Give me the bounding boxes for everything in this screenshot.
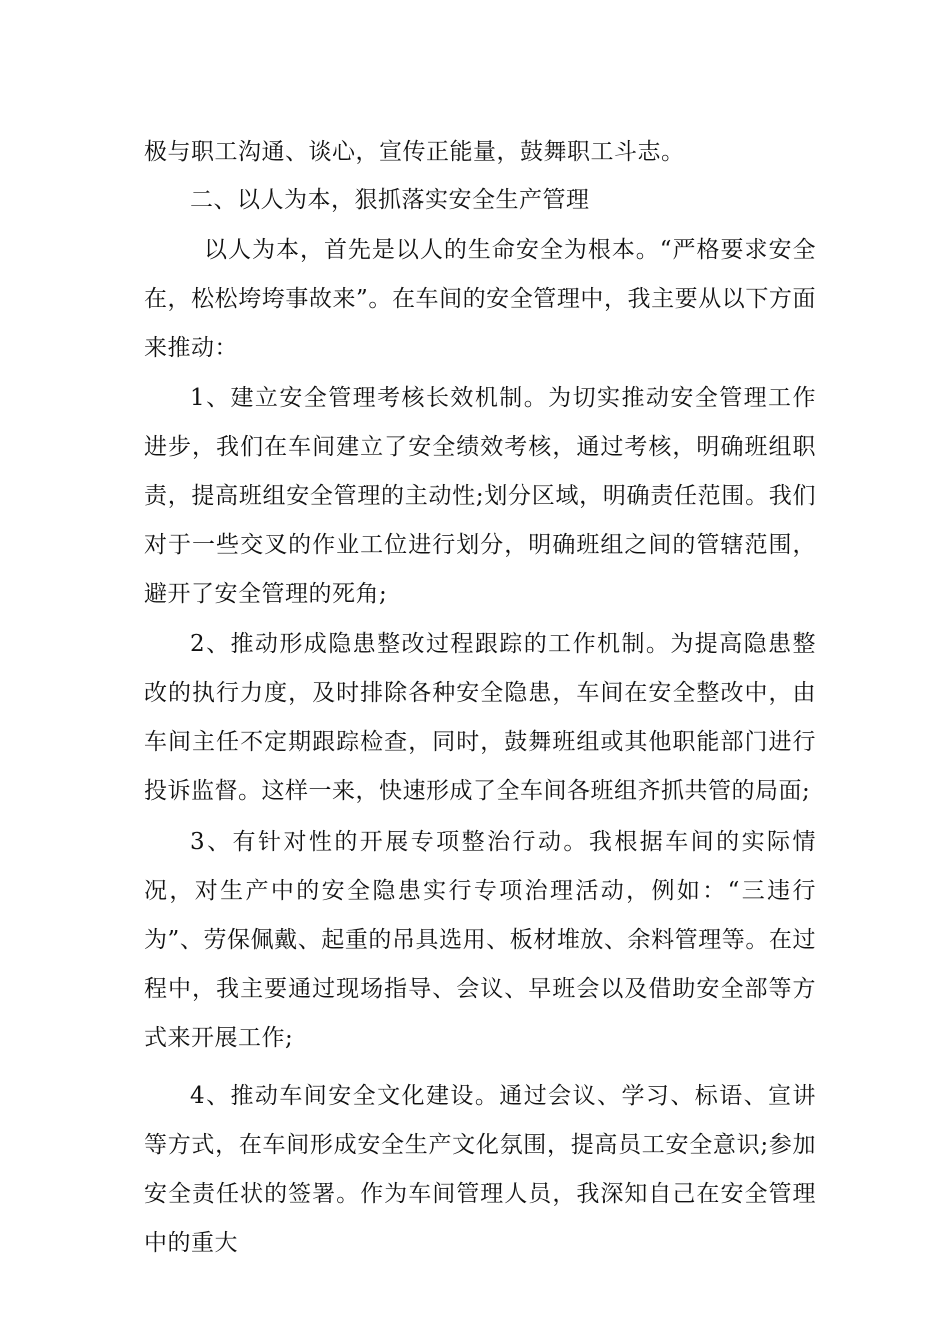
paragraph-item-3: 3、有针对性的开展专项整治行动。我根据车间的实际情况，对生产中的安全隐患实行专项治理活动，例如：“三违行为”、劳保佩戴、起重的吊具选用、板材堆放、余料管理等。在过程中，我主要通过现场指导、会议、早班会以及借助安全部等方式来开展工作; [144,829,816,1051]
paragraph-intro: 以人为本，首先是以人的生命安全为根本。“严格要求安全在，松松垮垮事故来”。在车间的安全管理中，我主要从以下方面来推动： [144,237,816,361]
section-heading: 二、以人为本，狠抓落实安全生产管理 [190,187,590,213]
paragraph-item-1: 1、建立安全管理考核长效机制。为切实推动安全管理工作进步，我们在车间建立了安全绩效考核，通过考核，明确班组职责，提高班组安全管理的主动性;划分区域，明确责任范围。我们对于一些交叉的作业工位进行划分，明确班组之间的管辖范围，避开了安全管理的死角; [144,385,816,607]
paragraph-continuation: 极与职工沟通、谈心，宣传正能量，鼓舞职工斗志。 [144,139,685,165]
paragraph-item-2: 2、推动形成隐患整改过程跟踪的工作机制。为提高隐患整改的执行力度，及时排除各种安全隐患，车间在安全整改中，由车间主任不定期跟踪检查，同时，鼓舞班组或其他职能部门进行投诉监督。这样一来，快速形成了全车间各班组齐抓共管的局面; [144,631,816,804]
paragraph-item-4: 4、推动车间安全文化建设。通过会议、学习、标语、宣讲等方式，在车间形成安全生产文化氛围，提高员工安全意识;参加安全责任状的签署。作为车间管理人员，我深知自己在安全管理中的重大 [144,1083,816,1256]
